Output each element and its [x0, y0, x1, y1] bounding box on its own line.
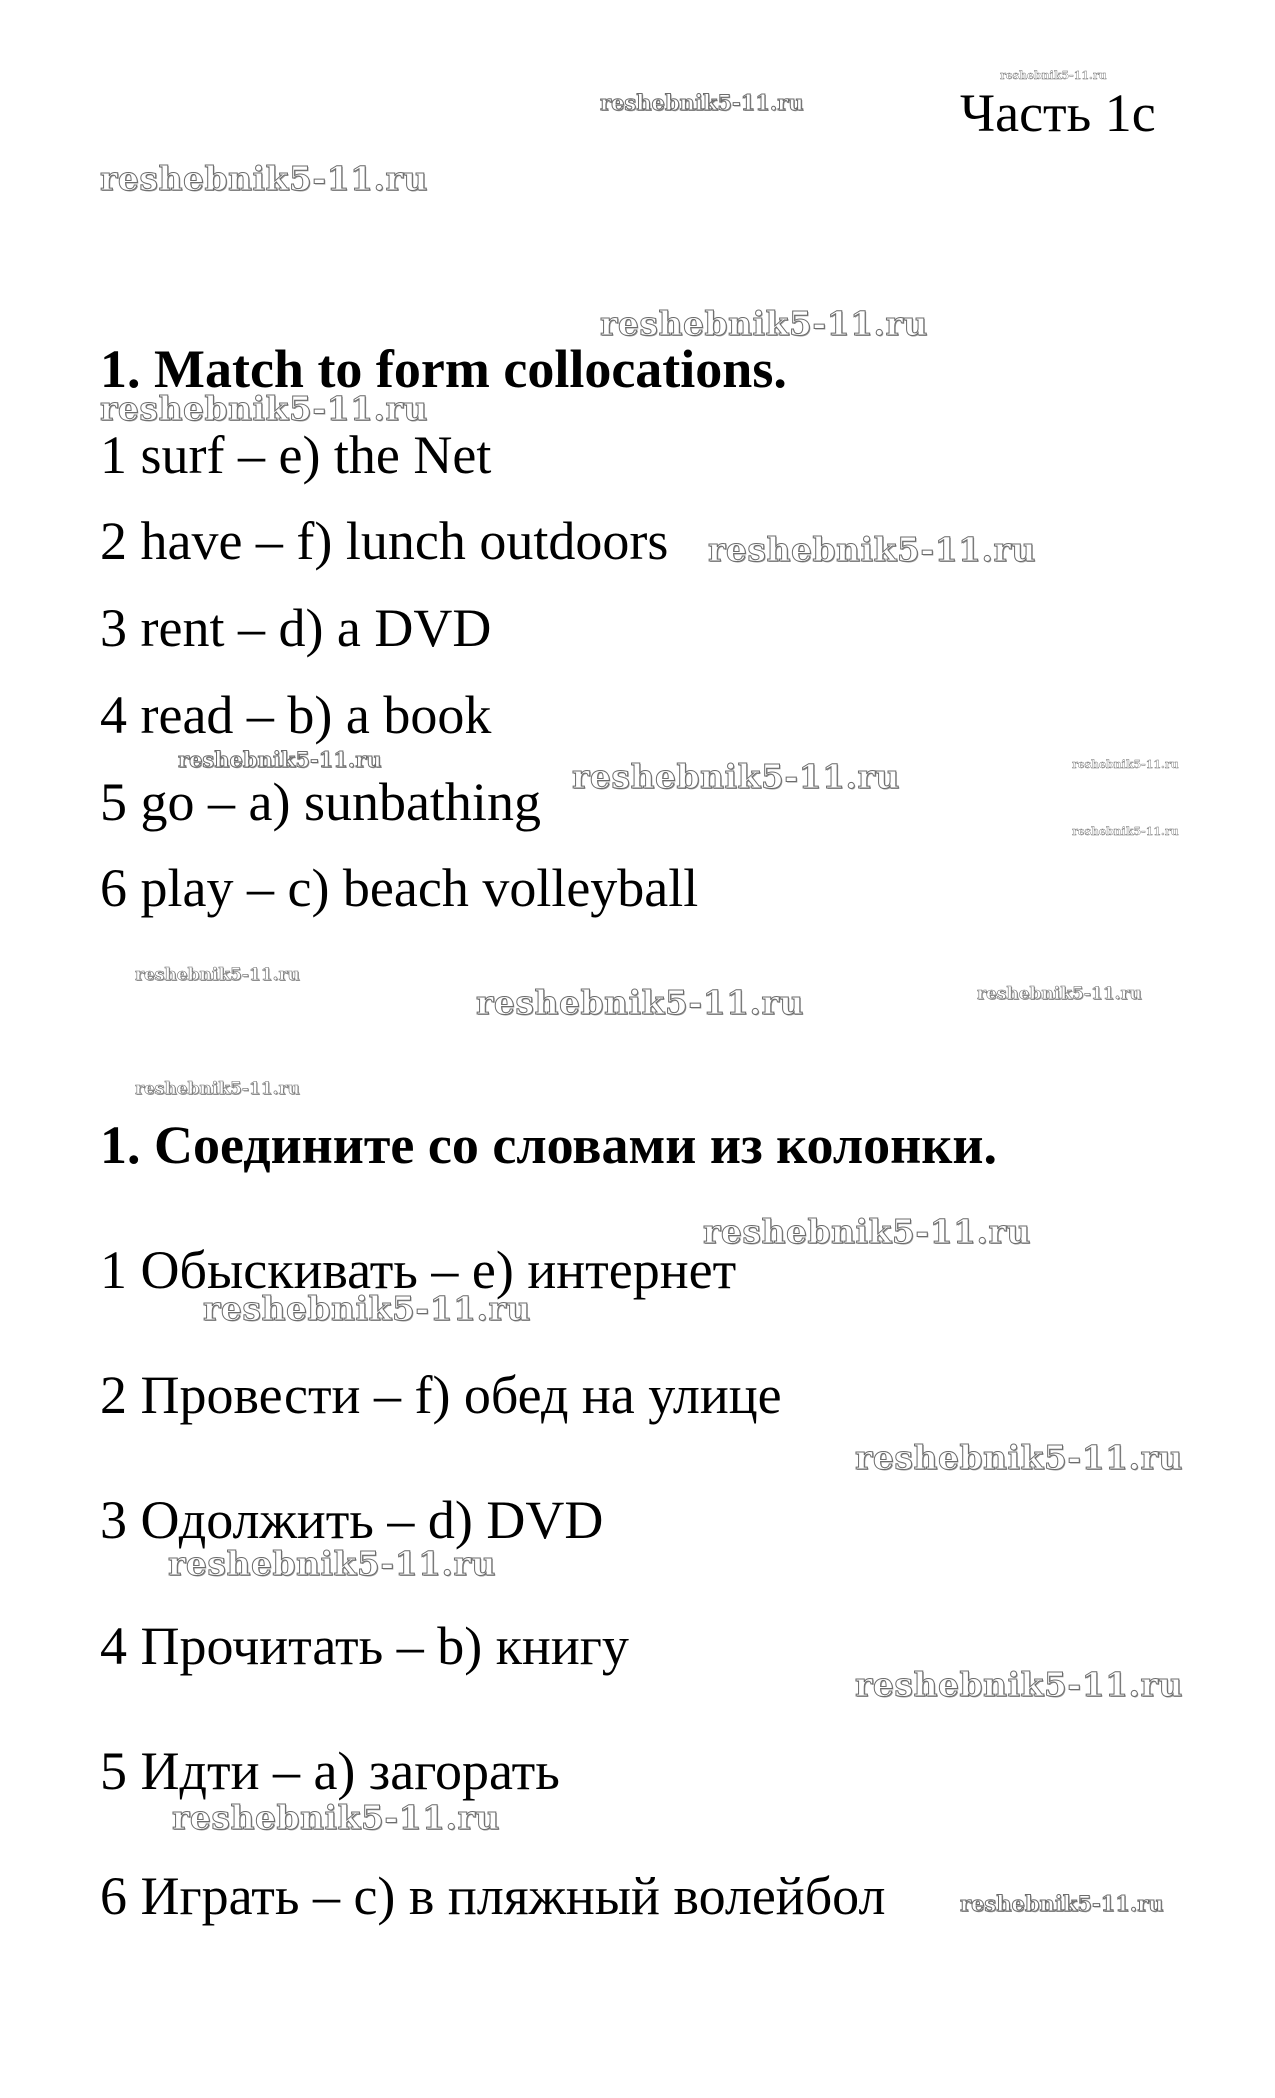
watermark: reshebnik5-11.ru: [855, 1438, 1183, 1477]
watermark: reshebnik5-11.ru: [977, 984, 1142, 1004]
watermark: reshebnik5-11.ru: [135, 965, 300, 985]
watermark: reshebnik5-11.ru: [1072, 758, 1179, 771]
russian-item-6: 6 Играть – c) в пляжный волейбол: [100, 1866, 886, 1926]
watermark: reshebnik5-11.ru: [960, 1891, 1164, 1916]
watermark: reshebnik5-11.ru: [172, 1798, 500, 1837]
watermark: reshebnik5-11.ru: [600, 304, 928, 343]
watermark: reshebnik5-11.ru: [1000, 69, 1107, 82]
russian-item-1: 1 Обыскивать – e) интернет: [100, 1240, 737, 1300]
watermark: reshebnik5-11.ru: [168, 1544, 496, 1583]
english-item-5: 5 go – a) sunbathing: [100, 772, 541, 832]
watermark: reshebnik5-11.ru: [135, 1079, 300, 1099]
english-heading: 1. Match to form collocations.: [100, 339, 787, 399]
watermark: reshebnik5-11.ru: [708, 530, 1036, 569]
watermark: reshebnik5-11.ru: [855, 1665, 1183, 1704]
watermark: reshebnik5-11.ru: [100, 159, 428, 198]
russian-item-4: 4 Прочитать – b) книгу: [100, 1616, 629, 1676]
english-item-1: 1 surf – e) the Net: [100, 425, 492, 485]
watermark: reshebnik5-11.ru: [100, 389, 428, 428]
english-item-2: 2 have – f) lunch outdoors: [100, 511, 669, 571]
part-label: Часть 1c: [960, 83, 1156, 143]
watermark: reshebnik5-11.ru: [703, 1212, 1031, 1251]
english-item-4: 4 read – b) a book: [100, 685, 492, 745]
russian-heading: 1. Соедините со словами из колонки.: [100, 1115, 997, 1175]
english-item-3: 3 rent – d) a DVD: [100, 598, 492, 658]
russian-item-5: 5 Идти – a) загорать: [100, 1741, 560, 1801]
watermark: reshebnik5-11.ru: [1072, 825, 1179, 838]
watermark: reshebnik5-11.ru: [572, 757, 900, 796]
russian-item-2: 2 Провести – f) обед на улице: [100, 1365, 782, 1425]
watermark: reshebnik5-11.ru: [600, 90, 804, 115]
watermark: reshebnik5-11.ru: [476, 983, 804, 1022]
watermark: reshebnik5-11.ru: [178, 747, 382, 772]
watermark: reshebnik5-11.ru: [203, 1289, 531, 1328]
russian-item-3: 3 Одолжить – d) DVD: [100, 1490, 604, 1550]
english-item-6: 6 play – c) beach volleyball: [100, 858, 699, 918]
